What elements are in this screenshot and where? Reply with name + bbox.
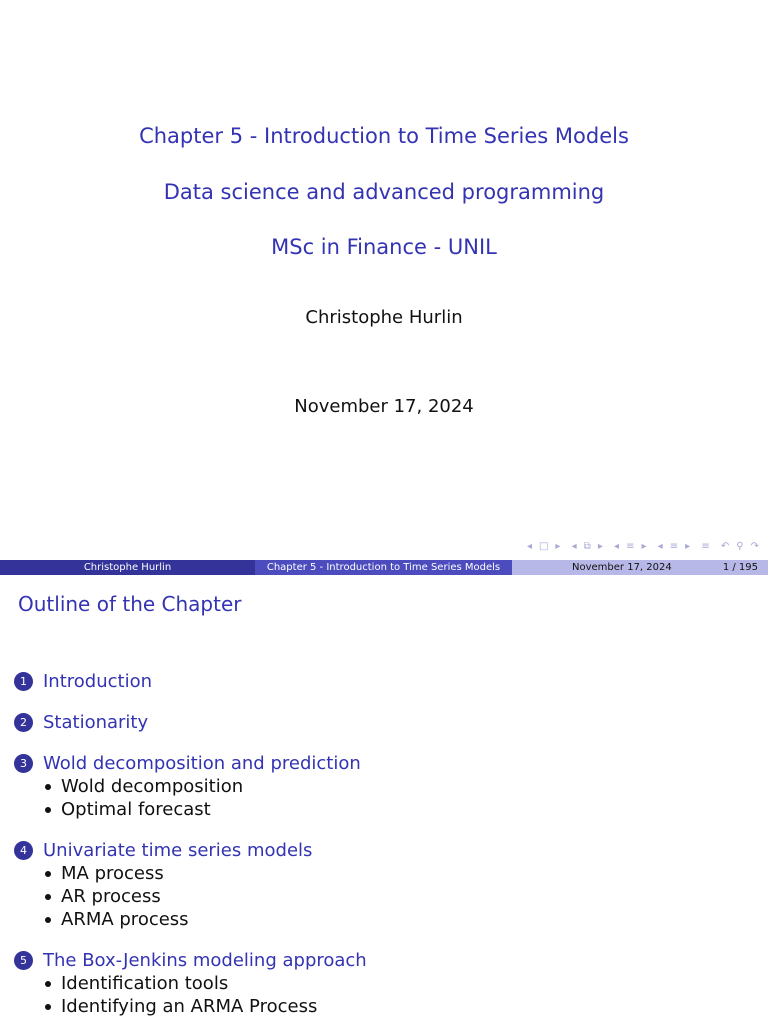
subsection-label: ARMA process [61, 909, 189, 930]
toc-section-link[interactable] [14, 669, 367, 693]
section-label: Introduction [43, 670, 153, 692]
subsection-label: Identifying an ARMA Process [61, 996, 318, 1017]
section-number-badge: 2 [14, 713, 33, 732]
toc-section-link[interactable] [14, 948, 367, 972]
toc-section-link[interactable] [14, 710, 367, 734]
bullet-icon [45, 981, 51, 987]
bullet-icon [45, 807, 51, 813]
nav-prev-section-icon[interactable]: ◂ [614, 541, 621, 552]
nav-next-slide-icon[interactable]: ▸ [685, 541, 692, 552]
toc-section [14, 710, 367, 734]
nav-next-section-icon[interactable]: ▸ [641, 541, 648, 552]
footer-author: Christophe Hurlin [0, 560, 255, 575]
nav-search-icon[interactable]: ⚲ [736, 541, 745, 552]
toc-section [14, 838, 367, 931]
section-number-badge: 5 [14, 951, 33, 970]
toc-section-link[interactable] [14, 751, 367, 775]
outline-slide [0, 575, 768, 1024]
bullet-icon [45, 784, 51, 790]
section-number-badge: 4 [14, 841, 33, 860]
nav-prev-subsection-icon[interactable]: ◂ [571, 541, 578, 552]
subsection-label: MA process [61, 863, 164, 884]
toc-subsection-link[interactable] [45, 908, 367, 931]
nav-subsection-icon[interactable]: ⧉ [583, 541, 592, 552]
subsection-label: AR process [61, 886, 161, 907]
section-label: Stationarity [43, 711, 149, 733]
section-label: Wold decomposition and prediction [43, 752, 361, 774]
footer-page-number: 1 / 195 [722, 562, 758, 573]
presentation-author: Christophe Hurlin [305, 307, 463, 328]
bullet-icon [45, 871, 51, 877]
nav-doc-icon[interactable]: ≡ [669, 541, 680, 552]
nav-prev-slide-icon[interactable]: ◂ [657, 541, 664, 552]
presentation-date: November 17, 2024 [294, 396, 474, 417]
nav-back-icon[interactable]: ↶ [720, 541, 731, 552]
subsection-label: Optimal forecast [61, 799, 211, 820]
bullet-icon [45, 917, 51, 923]
presentation-subtitle: Data science and advanced programming [163, 180, 605, 204]
toc-subsection-link[interactable] [45, 862, 367, 885]
frame-title: Outline of the Chapter [18, 592, 242, 616]
toc-subsection-link[interactable] [45, 798, 367, 821]
section-number-badge: 1 [14, 672, 33, 691]
footer-title: Chapter 5 - Introduction to Time Series Models [255, 560, 512, 575]
nav-forward-icon[interactable]: ↷ [750, 541, 760, 552]
toc-section [14, 669, 367, 693]
toc-subsection-link[interactable] [45, 995, 367, 1018]
footer-info [512, 560, 768, 575]
toc-subsection-link[interactable] [45, 885, 367, 908]
subsection-label: Identification tools [61, 973, 229, 994]
section-label: The Box-Jenkins modeling approach [43, 949, 367, 971]
toc-section [14, 751, 367, 821]
toc-section [14, 948, 367, 1018]
toc-subsection-link[interactable] [45, 972, 367, 995]
toc-subsection-link[interactable] [45, 775, 367, 798]
nav-frame-icon[interactable]: □ [538, 541, 550, 552]
nav-next-subsection-icon[interactable]: ▸ [597, 541, 604, 552]
footer-date: November 17, 2024 [572, 562, 672, 573]
nav-prev-frame-icon[interactable]: ◂ [526, 541, 533, 552]
section-label: Univariate time series models [43, 839, 313, 861]
nav-section-icon[interactable]: ≡ [626, 541, 636, 552]
presentation-institute: MSc in Finance - UNIL [271, 235, 497, 259]
footer-bar [0, 560, 768, 575]
presentation-title: Chapter 5 - Introduction to Time Series Models [139, 124, 629, 148]
nav-align-icon[interactable]: ≡ [701, 541, 711, 552]
table-of-contents [14, 669, 367, 1024]
navigation-symbols [521, 541, 760, 552]
bullet-icon [45, 894, 51, 900]
nav-next-frame-icon[interactable]: ▸ [555, 541, 562, 552]
toc-section-link[interactable] [14, 838, 367, 862]
section-number-badge: 3 [14, 754, 33, 773]
subsection-label: Wold decomposition [61, 776, 244, 797]
bullet-icon [45, 1004, 51, 1010]
